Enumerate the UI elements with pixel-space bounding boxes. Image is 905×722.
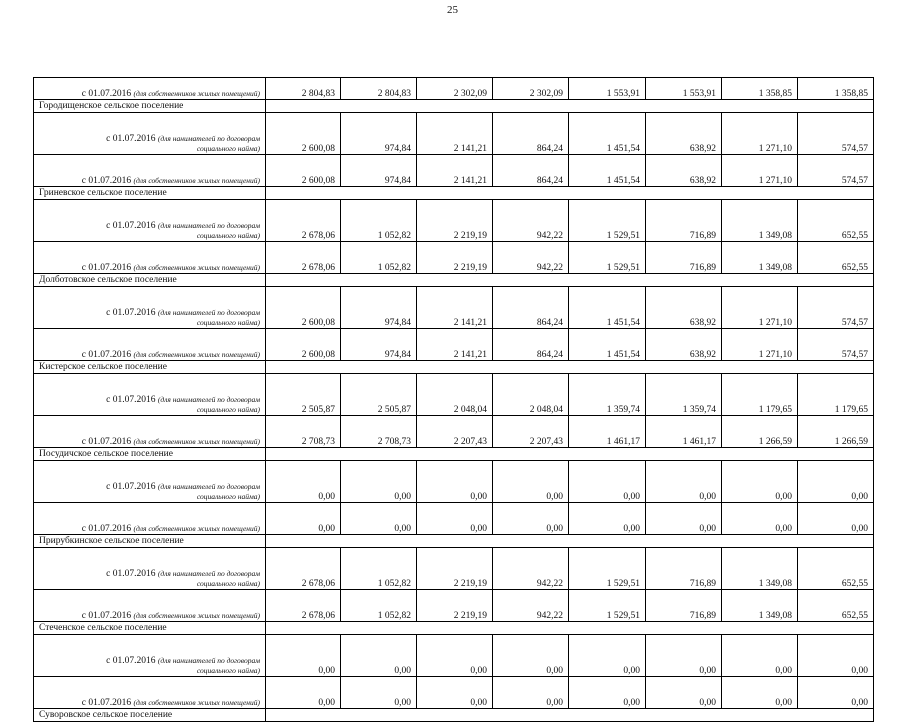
- table-row: [34, 635, 874, 677]
- table-cell-value: 0,00: [569, 635, 646, 677]
- table-cell-value: 2 048,04: [493, 374, 569, 416]
- table-cell-value: 0,00: [646, 503, 722, 535]
- table-cell-value: 1 451,54: [569, 113, 646, 155]
- row-label: [34, 677, 266, 709]
- table-cell-value: 0,00: [646, 461, 722, 503]
- row-label: [34, 503, 266, 535]
- table-cell-value: 1 359,74: [646, 374, 722, 416]
- table-cell-value: 2 678,06: [266, 590, 341, 622]
- section-row: [34, 535, 874, 548]
- row-note: (для нанимателей по договорам: [157, 656, 260, 665]
- table-cell-value: 2 600,08: [266, 113, 341, 155]
- table-cell-value: 574,57: [798, 113, 874, 155]
- table-cell-value: 2 505,87: [341, 374, 417, 416]
- table-cell-value: 1 349,08: [722, 242, 798, 274]
- tariff-table: [33, 77, 874, 722]
- table-cell-value: 2 708,73: [266, 416, 341, 448]
- table-cell-value: 0,00: [722, 635, 798, 677]
- table-cell-value: 2 207,43: [417, 416, 493, 448]
- table-cell-value: 1 349,08: [722, 590, 798, 622]
- row-label: [34, 155, 266, 187]
- row-note: (для собственников жилых помещений): [133, 524, 260, 533]
- row-date: с 01.07.2016: [106, 395, 156, 405]
- table-cell-value: 1 052,82: [341, 548, 417, 590]
- table-cell-value: 2 600,08: [266, 329, 341, 361]
- table-cell-value: 2 708,73: [341, 416, 417, 448]
- table-cell-value: 974,84: [341, 329, 417, 361]
- section-fill: [266, 622, 874, 635]
- table-cell-value: 0,00: [798, 503, 874, 535]
- row-date: с 01.07.2016: [81, 611, 132, 621]
- section-fill: [266, 361, 874, 374]
- table-cell-value: 1 359,74: [569, 374, 646, 416]
- row-date: с 01.07.2016: [81, 524, 132, 534]
- section-row: [34, 622, 874, 635]
- table-cell-value: 0,00: [798, 461, 874, 503]
- table-cell-value: 2 219,19: [417, 548, 493, 590]
- row-date: с 01.07.2016: [106, 221, 156, 231]
- table-cell-value: 2 219,19: [417, 200, 493, 242]
- table-cell-value: 2 219,19: [417, 590, 493, 622]
- table-cell-value: 2 600,08: [266, 155, 341, 187]
- table-cell-value: 0,00: [646, 635, 722, 677]
- table-cell-value: 1 266,59: [798, 416, 874, 448]
- row-note: (для собственников жилых помещений): [133, 350, 260, 359]
- row-date: с 01.07.2016: [106, 482, 156, 492]
- table-row: [34, 461, 874, 503]
- row-label: [34, 78, 266, 100]
- table-cell-value: 2 141,21: [417, 329, 493, 361]
- row-note: (для нанимателей по договорам: [157, 569, 260, 578]
- table-cell-value: 1 271,10: [722, 155, 798, 187]
- table-cell-value: 1 461,17: [569, 416, 646, 448]
- table-cell-value: 652,55: [798, 242, 874, 274]
- row-note: (для собственников жилых помещений): [133, 176, 260, 185]
- row-label: [34, 590, 266, 622]
- table-row: [34, 78, 874, 100]
- table-cell-value: 864,24: [493, 287, 569, 329]
- table-cell-value: 0,00: [417, 677, 493, 709]
- row-date: с 01.07.2016: [81, 698, 132, 708]
- section-title: Долботовское сельское поселение: [34, 274, 266, 287]
- table-cell-value: 0,00: [341, 503, 417, 535]
- section-title: Прирубкинское сельское поселение: [34, 535, 266, 548]
- row-label: [34, 329, 266, 361]
- table-row: [34, 200, 874, 242]
- table-cell-value: 0,00: [417, 503, 493, 535]
- table-cell-value: 574,57: [798, 287, 874, 329]
- table-cell-value: 574,57: [798, 329, 874, 361]
- table-row: [34, 329, 874, 361]
- table-cell-value: 716,89: [646, 242, 722, 274]
- table-row: [34, 287, 874, 329]
- table-cell-value: 2 678,06: [266, 548, 341, 590]
- table-cell-value: 1 271,10: [722, 113, 798, 155]
- table-row: [34, 242, 874, 274]
- row-note: (для собственников жилых помещений): [133, 263, 260, 272]
- table-cell-value: 974,84: [341, 113, 417, 155]
- table-cell-value: 1 553,91: [646, 78, 722, 100]
- section-row: [34, 100, 874, 113]
- table-cell-value: 0,00: [417, 461, 493, 503]
- row-date: с 01.07.2016: [81, 437, 132, 447]
- table-cell-value: 0,00: [266, 677, 341, 709]
- table-row: [34, 155, 874, 187]
- section-row: [34, 187, 874, 200]
- section-fill: [266, 274, 874, 287]
- row-label: [34, 416, 266, 448]
- table-cell-value: 716,89: [646, 200, 722, 242]
- row-date: с 01.07.2016: [81, 89, 132, 99]
- table-cell-value: 1 461,17: [646, 416, 722, 448]
- section-row: [34, 361, 874, 374]
- table-cell-value: 2 302,09: [493, 78, 569, 100]
- section-title: Суворовское сельское поселение: [34, 709, 266, 722]
- table-row: [34, 374, 874, 416]
- table-cell-value: 652,55: [798, 200, 874, 242]
- row-note-continued: социального найма): [196, 492, 260, 501]
- table-row: [34, 113, 874, 155]
- row-label: [34, 113, 266, 155]
- tariff-table-body: [34, 78, 874, 722]
- section-title: Стеченское сельское поселение: [34, 622, 266, 635]
- table-cell-value: 638,92: [646, 329, 722, 361]
- row-note-continued: социального найма): [196, 318, 260, 327]
- table-cell-value: 1 349,08: [722, 548, 798, 590]
- row-label: [34, 548, 266, 590]
- table-cell-value: 2 141,21: [417, 155, 493, 187]
- row-label: [34, 461, 266, 503]
- table-cell-value: 942,22: [493, 548, 569, 590]
- table-cell-value: 652,55: [798, 548, 874, 590]
- table-cell-value: 1 529,51: [569, 590, 646, 622]
- table-cell-value: 0,00: [493, 461, 569, 503]
- table-cell-value: 864,24: [493, 329, 569, 361]
- table-cell-value: 0,00: [646, 677, 722, 709]
- table-cell-value: 0,00: [266, 461, 341, 503]
- row-label: [34, 242, 266, 274]
- table-cell-value: 864,24: [493, 155, 569, 187]
- table-cell-value: 1 451,54: [569, 329, 646, 361]
- table-cell-value: 2 048,04: [417, 374, 493, 416]
- table-cell-value: 0,00: [417, 635, 493, 677]
- table-cell-value: 1 529,51: [569, 548, 646, 590]
- page-number: 25: [447, 4, 458, 16]
- table-cell-value: 1 052,82: [341, 590, 417, 622]
- row-date: с 01.07.2016: [81, 176, 132, 186]
- table-cell-value: 2 505,87: [266, 374, 341, 416]
- row-label: [34, 374, 266, 416]
- table-row: [34, 548, 874, 590]
- table-cell-value: 638,92: [646, 287, 722, 329]
- table-cell-value: 0,00: [798, 677, 874, 709]
- table-cell-value: 638,92: [646, 113, 722, 155]
- section-row: [34, 274, 874, 287]
- row-note: (для собственников жилых помещений): [133, 437, 260, 446]
- table-cell-value: 1 358,85: [722, 78, 798, 100]
- table-cell-value: 2 678,06: [266, 242, 341, 274]
- table-cell-value: 1 266,59: [722, 416, 798, 448]
- row-label: [34, 635, 266, 677]
- row-note: (для собственников жилых помещений): [133, 89, 260, 98]
- section-row: [34, 709, 874, 722]
- table-cell-value: 864,24: [493, 113, 569, 155]
- table-cell-value: 2 141,21: [417, 287, 493, 329]
- section-fill: [266, 709, 874, 722]
- table-cell-value: 1 349,08: [722, 200, 798, 242]
- table-cell-value: 1 529,51: [569, 200, 646, 242]
- section-row: [34, 448, 874, 461]
- table-cell-value: 1 553,91: [569, 78, 646, 100]
- table-cell-value: 2 804,83: [266, 78, 341, 100]
- table-cell-value: 974,84: [341, 155, 417, 187]
- table-cell-value: 1 529,51: [569, 242, 646, 274]
- table-row: [34, 677, 874, 709]
- table-cell-value: 1 358,85: [798, 78, 874, 100]
- table-cell-value: 1 271,10: [722, 329, 798, 361]
- table-cell-value: 1 179,65: [722, 374, 798, 416]
- table-row: [34, 503, 874, 535]
- row-note-continued: социального найма): [196, 579, 260, 588]
- section-fill: [266, 448, 874, 461]
- row-note: (для нанимателей по договорам: [157, 482, 260, 491]
- table-cell-value: 0,00: [341, 461, 417, 503]
- row-date: с 01.07.2016: [81, 350, 132, 360]
- table-cell-value: 0,00: [341, 677, 417, 709]
- table-cell-value: 716,89: [646, 590, 722, 622]
- row-note-continued: социального найма): [196, 405, 260, 414]
- table-cell-value: 942,22: [493, 242, 569, 274]
- row-label: [34, 200, 266, 242]
- table-cell-value: 574,57: [798, 155, 874, 187]
- table-cell-value: 0,00: [569, 503, 646, 535]
- table-cell-value: 0,00: [341, 635, 417, 677]
- table-cell-value: 0,00: [493, 503, 569, 535]
- row-note: (для нанимателей по договорам: [157, 221, 260, 230]
- section-title: Городищенское сельское поселение: [34, 100, 266, 113]
- row-note-continued: социального найма): [196, 144, 260, 153]
- table-row: [34, 416, 874, 448]
- table-cell-value: 0,00: [266, 635, 341, 677]
- table-cell-value: 1 179,65: [798, 374, 874, 416]
- table-cell-value: 2 141,21: [417, 113, 493, 155]
- row-note-continued: социального найма): [196, 231, 260, 240]
- section-fill: [266, 187, 874, 200]
- row-date: с 01.07.2016: [106, 656, 156, 666]
- table-cell-value: 0,00: [493, 635, 569, 677]
- table-cell-value: 942,22: [493, 200, 569, 242]
- table-cell-value: 0,00: [722, 461, 798, 503]
- row-date: с 01.07.2016: [106, 308, 156, 318]
- row-note: (для нанимателей по договорам: [157, 134, 260, 143]
- table-cell-value: 716,89: [646, 548, 722, 590]
- table-cell-value: 0,00: [266, 503, 341, 535]
- row-note: (для нанимателей по договорам: [157, 395, 260, 404]
- table-cell-value: 2 207,43: [493, 416, 569, 448]
- table-cell-value: 2 678,06: [266, 200, 341, 242]
- table-cell-value: 0,00: [798, 635, 874, 677]
- table-cell-value: 1 451,54: [569, 287, 646, 329]
- table-cell-value: 2 804,83: [341, 78, 417, 100]
- table-cell-value: 942,22: [493, 590, 569, 622]
- table-cell-value: 638,92: [646, 155, 722, 187]
- table-cell-value: 0,00: [493, 677, 569, 709]
- row-note: (для нанимателей по договорам: [157, 308, 260, 317]
- table-row: [34, 590, 874, 622]
- section-fill: [266, 535, 874, 548]
- section-title: Посудичское сельское поселение: [34, 448, 266, 461]
- row-date: с 01.07.2016: [106, 569, 156, 579]
- row-note: (для собственников жилых помещений): [133, 611, 260, 620]
- table-cell-value: 1 271,10: [722, 287, 798, 329]
- row-date: с 01.07.2016: [81, 263, 132, 273]
- table-cell-value: 1 052,82: [341, 200, 417, 242]
- table-cell-value: 2 302,09: [417, 78, 493, 100]
- table-cell-value: 1 052,82: [341, 242, 417, 274]
- table-cell-value: 0,00: [722, 503, 798, 535]
- table-cell-value: 0,00: [569, 461, 646, 503]
- row-date: с 01.07.2016: [106, 134, 156, 144]
- section-title: Кистерское сельское поселение: [34, 361, 266, 374]
- row-label: [34, 287, 266, 329]
- table-cell-value: 2 600,08: [266, 287, 341, 329]
- table-cell-value: 0,00: [722, 677, 798, 709]
- section-fill: [266, 100, 874, 113]
- row-note-continued: социального найма): [196, 666, 260, 675]
- table-cell-value: 0,00: [569, 677, 646, 709]
- table-cell-value: 2 219,19: [417, 242, 493, 274]
- section-title: Гриневское сельское поселение: [34, 187, 266, 200]
- row-note: (для собственников жилых помещений): [133, 698, 260, 707]
- table-cell-value: 652,55: [798, 590, 874, 622]
- table-cell-value: 1 451,54: [569, 155, 646, 187]
- table-cell-value: 974,84: [341, 287, 417, 329]
